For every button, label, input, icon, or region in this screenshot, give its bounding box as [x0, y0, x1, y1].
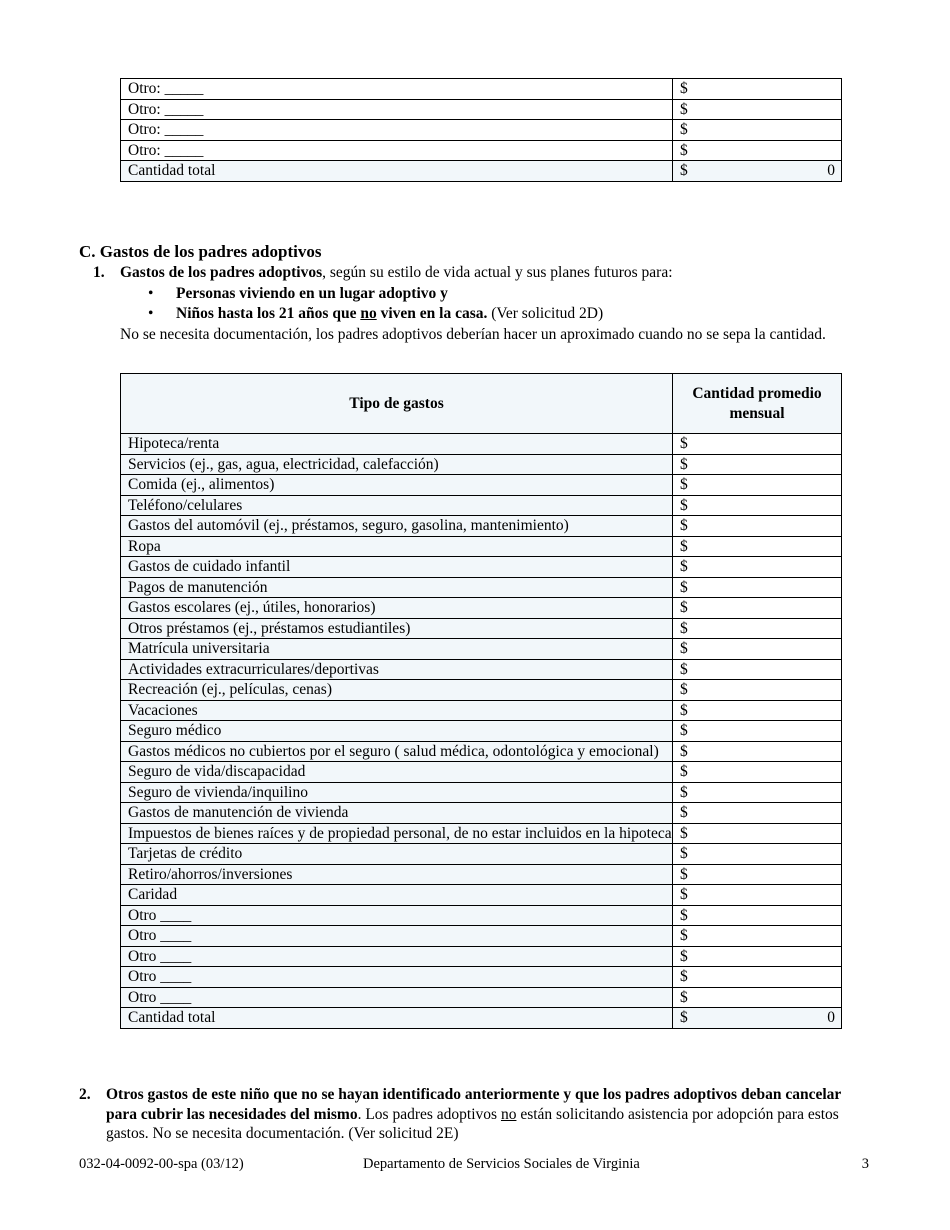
amount-input-cell[interactable]: $ — [673, 987, 842, 1008]
amount-input-cell[interactable]: $ — [673, 926, 842, 947]
amount-input-cell[interactable]: $ — [673, 741, 842, 762]
amount-input-cell[interactable]: $ — [673, 680, 842, 701]
expense-label: Gastos escolares (ej., útiles, honorarios) — [121, 598, 673, 619]
total-row — [121, 1008, 842, 1029]
amount-input-cell[interactable]: $ — [673, 823, 842, 844]
amount-input-cell[interactable]: $ — [673, 495, 842, 516]
expense-label: Impuestos de bienes raíces y de propiedad personal, de no estar incluidos en la hipoteca — [121, 823, 673, 844]
bullet-1-text: Personas viviendo en un lugar adoptivo y — [176, 285, 448, 302]
table-row — [121, 741, 842, 762]
expense-label: Gastos de manutención de vivienda — [121, 803, 673, 824]
expense-label: Otro: _____ — [121, 140, 673, 161]
amount-input-cell[interactable]: $ — [673, 803, 842, 824]
expense-label: Recreación (ej., películas, cenas) — [121, 680, 673, 701]
amount-input-cell[interactable]: $ — [673, 99, 842, 120]
table-row — [121, 987, 842, 1008]
expense-label: Seguro de vida/discapacidad — [121, 762, 673, 783]
bullet-icon: • — [148, 285, 154, 302]
top-other-income-table — [120, 78, 842, 182]
table-row — [121, 905, 842, 926]
expense-label: Pagos de manutención — [121, 577, 673, 598]
total-currency: $ — [680, 1009, 688, 1026]
table-row — [121, 557, 842, 578]
amount-input-cell[interactable]: $ — [673, 946, 842, 967]
question-2-text-2: están solicitando asistencia por adopción para estos gastos. No se necesita documentación. (Ver solicitud 2E) — [106, 1105, 839, 1142]
header-monthly-amount: Cantidad promedio mensual — [673, 374, 842, 434]
total-currency: $ — [680, 162, 688, 179]
table-row — [121, 516, 842, 537]
expense-label: Otro: _____ — [121, 120, 673, 141]
amount-input-cell[interactable]: $ — [673, 762, 842, 783]
table-row — [121, 823, 842, 844]
adoptive-parent-expenses-table — [120, 373, 842, 1029]
amount-input-cell[interactable]: $ — [673, 782, 842, 803]
expense-label: Retiro/ahorros/inversiones — [121, 864, 673, 885]
question-1-lead: Gastos de los padres adoptivos — [120, 264, 323, 281]
amount-input-cell[interactable]: $ — [673, 639, 842, 660]
bullet-2-post: viven en la casa. — [376, 305, 488, 322]
table-row — [121, 721, 842, 742]
amount-input-cell[interactable]: $ — [673, 434, 842, 455]
table-row — [121, 598, 842, 619]
page-number: 3 — [861, 1156, 869, 1172]
table-row — [121, 844, 842, 865]
expense-label: Otro: _____ — [121, 79, 673, 100]
expense-label: Vacaciones — [121, 700, 673, 721]
bullet-2-underlined: no — [360, 305, 377, 322]
question-2-text-1: . Los padres adoptivos — [357, 1105, 501, 1123]
amount-input-cell[interactable]: $ — [673, 885, 842, 906]
expense-label: Seguro de vivienda/inquilino — [121, 782, 673, 803]
table-row — [121, 680, 842, 701]
amount-input-cell[interactable]: $ — [673, 475, 842, 496]
bullet-icon: • — [148, 305, 154, 322]
table-row — [121, 926, 842, 947]
table-row — [121, 885, 842, 906]
table-row — [121, 639, 842, 660]
expense-label: Otro ____ — [121, 946, 673, 967]
table-row — [121, 434, 842, 455]
question-2 — [79, 1085, 866, 1144]
expense-label: Tarjetas de crédito — [121, 844, 673, 865]
amount-input-cell[interactable]: $ — [673, 140, 842, 161]
table-row — [121, 762, 842, 783]
table-row — [121, 475, 842, 496]
question-2-number: 2. — [79, 1086, 91, 1103]
table-row — [121, 803, 842, 824]
table-row — [121, 967, 842, 988]
total-amount-cell — [673, 1008, 842, 1029]
question-1 — [93, 264, 873, 282]
table-row — [121, 79, 842, 100]
total-value: 0 — [827, 1009, 835, 1026]
amount-input-cell[interactable]: $ — [673, 454, 842, 475]
expense-label: Caridad — [121, 885, 673, 906]
table-row — [121, 618, 842, 639]
section-c-heading: C. Gastos de los padres adoptivos — [79, 242, 322, 261]
expense-label: Otro ____ — [121, 905, 673, 926]
amount-input-cell[interactable]: $ — [673, 659, 842, 680]
bullet-children-under-21 — [148, 305, 603, 323]
amount-input-cell[interactable]: $ — [673, 598, 842, 619]
table-row — [121, 782, 842, 803]
table-row — [121, 946, 842, 967]
expense-label: Gastos de cuidado infantil — [121, 557, 673, 578]
table-row — [121, 700, 842, 721]
amount-input-cell[interactable]: $ — [673, 577, 842, 598]
documentation-note: No se necesita documentación, los padres adoptivos deberían hacer un aproximado cuando no se sepa la cantidad. — [120, 326, 826, 343]
amount-input-cell[interactable]: $ — [673, 557, 842, 578]
expense-label: Gastos médicos no cubiertos por el seguro ( salud médica, odontológica y emocional) — [121, 741, 673, 762]
question-1-number: 1. — [93, 264, 105, 281]
expense-label: Matrícula universitaria — [121, 639, 673, 660]
amount-input-cell[interactable]: $ — [673, 967, 842, 988]
table-row — [121, 99, 842, 120]
bullet-2-note: (Ver solicitud 2D) — [487, 305, 604, 322]
question-2-bold-text: Otros gastos de este niño que no se hayan identificado anteriormente y que los padres adoptivos deban cancelar para cubrir las necesidades del mismo — [106, 1086, 841, 1123]
amount-input-cell[interactable]: $ — [673, 700, 842, 721]
amount-input-cell[interactable]: $ — [673, 120, 842, 141]
amount-input-cell[interactable]: $ — [673, 844, 842, 865]
department-name: Departamento de Servicios Sociales de Virginia — [363, 1156, 640, 1172]
expense-label: Seguro médico — [121, 721, 673, 742]
amount-input-cell[interactable]: $ — [673, 516, 842, 537]
expense-label: Comida (ej., alimentos) — [121, 475, 673, 496]
bullet-2-pre: Niños hasta los 21 años que — [176, 305, 361, 322]
amount-input-cell[interactable]: $ — [673, 721, 842, 742]
amount-input-cell[interactable]: $ — [673, 618, 842, 639]
expense-label: Actividades extracurriculares/deportivas — [121, 659, 673, 680]
expense-label: Otro ____ — [121, 926, 673, 947]
question-2-underlined: no — [500, 1105, 517, 1123]
expense-label: Gastos del automóvil (ej., préstamos, seguro, gasolina, mantenimiento) — [121, 516, 673, 537]
table-row — [121, 120, 842, 141]
total-row — [121, 161, 842, 182]
table-row — [121, 577, 842, 598]
amount-input-cell[interactable]: $ — [673, 905, 842, 926]
table-row — [121, 454, 842, 475]
expense-label: Servicios (ej., gas, agua, electricidad, calefacción) — [121, 454, 673, 475]
bullet-adoptive-placement — [148, 285, 448, 303]
expense-label: Otro: _____ — [121, 99, 673, 120]
expense-label: Otro ____ — [121, 967, 673, 988]
table-row — [121, 659, 842, 680]
expense-label: Teléfono/celulares — [121, 495, 673, 516]
table-row — [121, 536, 842, 557]
table-row — [121, 140, 842, 161]
total-label: Cantidad total — [121, 1008, 673, 1029]
table-row — [121, 495, 842, 516]
expense-label: Ropa — [121, 536, 673, 557]
expense-label: Hipoteca/renta — [121, 434, 673, 455]
table-row — [121, 864, 842, 885]
total-value: 0 — [827, 162, 835, 179]
expense-label: Otro ____ — [121, 987, 673, 1008]
amount-input-cell[interactable]: $ — [673, 536, 842, 557]
question-1-text: , según su estilo de vida actual y sus planes futuros para: — [322, 264, 673, 281]
expense-label: Otros préstamos (ej., préstamos estudiantiles) — [121, 618, 673, 639]
total-amount-cell — [673, 161, 842, 182]
total-label: Cantidad total — [121, 161, 673, 182]
header-expense-type: Tipo de gastos — [121, 374, 673, 434]
form-code: 032-04-0092-00-spa (03/12) — [79, 1156, 244, 1172]
amount-input-cell[interactable]: $ — [673, 864, 842, 885]
amount-input-cell[interactable]: $ — [673, 79, 842, 100]
